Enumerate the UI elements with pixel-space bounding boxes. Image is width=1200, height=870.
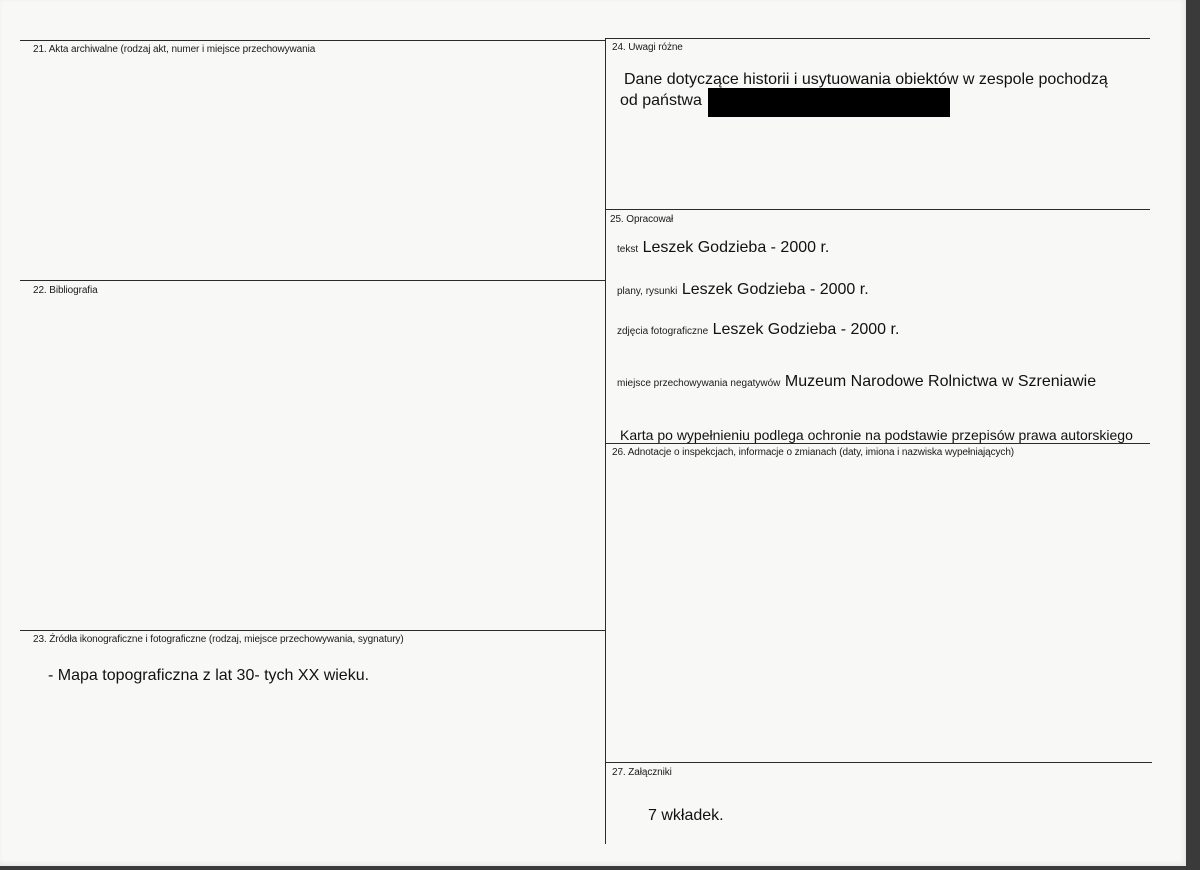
author-plans-label: plany, rysunki: [617, 286, 678, 297]
section-25-top-rule: [605, 209, 1150, 210]
section-23-content: - Mapa topograficzna z lat 30- tych XX wieku.: [48, 667, 370, 684]
section-22-label: 22. Bibliografia: [33, 285, 98, 296]
author-photos-label: zdjęcia fotograficzne: [617, 326, 709, 337]
section-27-content: 7 wkładek.: [648, 807, 724, 824]
section-22-top-rule: [20, 280, 605, 281]
section-26-top-rule: [605, 443, 1150, 444]
negatives-label: miejsce przechowywania negatywów: [617, 378, 781, 389]
author-photos-value: Leszek Godzieba - 2000 r.: [712, 321, 900, 338]
author-text-value: Leszek Godzieba - 2000 r.: [642, 239, 830, 256]
section-24-line-1: Dane dotyczące historii i usytuowania obiektów w zespole pochodzą: [624, 71, 1108, 88]
copyright-notice: Karta po wypełnieniu podlega ochronie na podstawie przepisów prawa autorskiego: [620, 427, 1133, 443]
section-27-top-rule: [605, 762, 1152, 763]
negatives-row: [617, 373, 1096, 391]
section-27-label: 27. Załączniki: [612, 767, 672, 778]
author-plans-value: Leszek Godzieba - 2000 r.: [681, 281, 869, 298]
section-21-top-rule: [20, 40, 605, 41]
column-divider: [605, 38, 606, 844]
section-23-top-rule: [20, 630, 605, 631]
section-24-label: 24. Uwagi różne: [612, 42, 683, 53]
author-plans-row: [617, 281, 869, 299]
section-24-line-2: od państwa: [620, 92, 702, 109]
section-23-label: 23. Źródła ikonograficzne i fotograficzne (rodzaj, miejsce przechowywania, sygnatury): [33, 634, 404, 645]
negatives-value: Muzeum Narodowe Rolnictwa w Szreniawie: [784, 373, 1097, 390]
section-21-label: 21. Akta archiwalne (rodzaj akt, numer i miejsce przechowywania: [33, 44, 316, 55]
author-text-label: tekst: [617, 244, 639, 255]
section-26-label: 26. Adnotacje o inspekcjach, informacje o zmianach (daty, imiona i nazwiska wypełniających): [612, 447, 1015, 458]
author-photos-row: [617, 321, 899, 339]
section-25-label: 25. Opracował: [610, 214, 674, 225]
redaction-block: [708, 88, 950, 117]
author-text-row: [617, 239, 829, 257]
section-24-top-rule: [605, 38, 1150, 39]
